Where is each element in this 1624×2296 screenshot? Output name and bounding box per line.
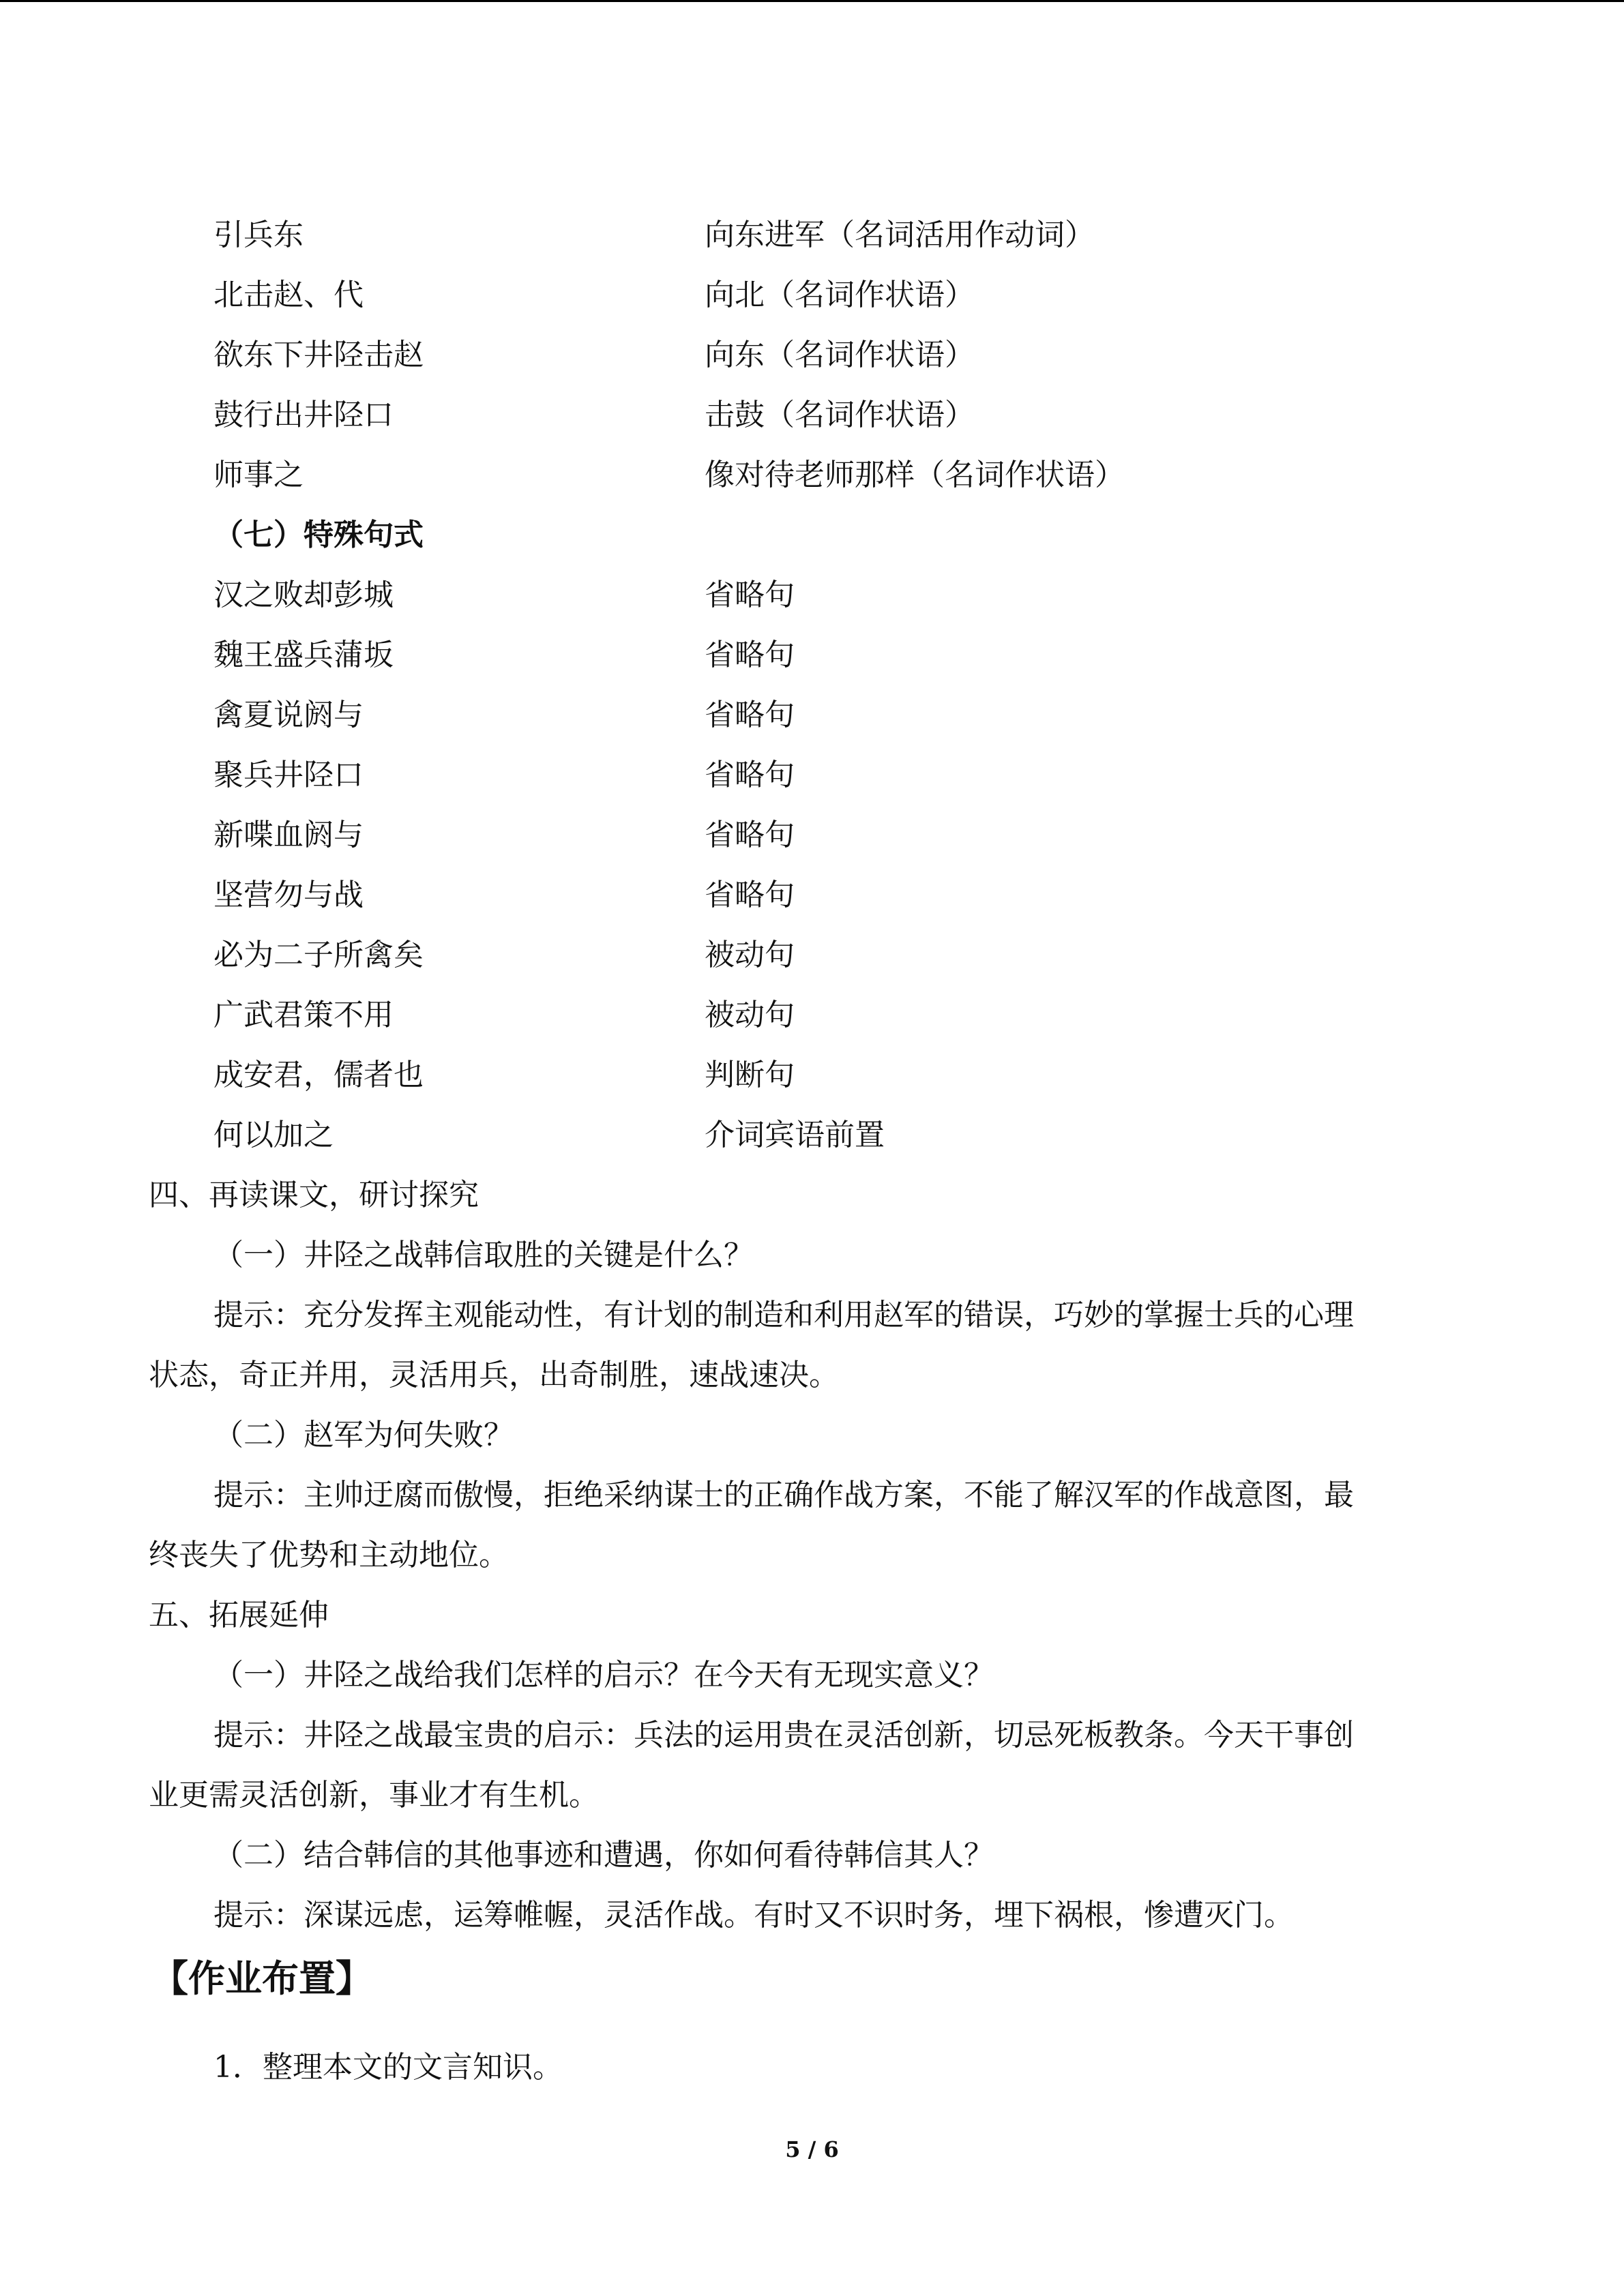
part5-question-2: （二）结合韩信的其他事迹和遭遇，你如何看待韩信其人？ — [213, 1838, 994, 1873]
top-border-line — [0, 0, 1624, 2]
note-row-b-8: 判断句 — [705, 1058, 795, 1092]
term-row-b-6: 必为二子所禽矣 — [213, 938, 424, 972]
term-row-a-2: 欲东下井陉击赵 — [213, 338, 424, 372]
term-row-b-2: 禽夏说阏与 — [213, 698, 364, 732]
note-row-b-2: 省略句 — [705, 698, 795, 732]
term-row-a-3: 鼓行出井陉口 — [213, 398, 394, 432]
part5-answer-1-line-2: 业更需灵活创新，事业才有生机。 — [149, 1778, 599, 1813]
section-seven-heading: （七）特殊句式 — [213, 518, 424, 552]
page-number: 5 / 6 — [785, 2136, 839, 2162]
term-row-b-7: 广武君策不用 — [213, 998, 394, 1032]
term-row-b-8: 成安君，儒者也 — [213, 1058, 424, 1092]
note-row-b-0: 省略句 — [705, 578, 795, 612]
note-row-b-5: 省略句 — [705, 878, 795, 912]
note-row-b-4: 省略句 — [705, 818, 795, 852]
homework-heading: 【作业布置】 — [151, 1956, 372, 2000]
note-row-b-1: 省略句 — [705, 638, 795, 672]
part5-answer-1-line-1: 提示：井陉之战最宝贵的启示：兵法的运用贵在灵活创新，切忌死板教条。今天干事创 — [213, 1718, 1354, 1753]
part4-answer-2-line-1: 提示：主帅迂腐而傲慢，拒绝采纳谋士的正确作战方案，不能了解汉军的作战意图，最 — [213, 1478, 1354, 1512]
note-row-b-9: 介词宾语前置 — [705, 1118, 885, 1152]
term-row-b-3: 聚兵井陉口 — [213, 758, 364, 792]
term-row-b-5: 坚营勿与战 — [213, 878, 364, 912]
part4-heading: 四、再读课文，研讨探究 — [149, 1178, 479, 1212]
part5-heading: 五、拓展延伸 — [149, 1598, 329, 1632]
homework-item-1: 1．整理本文的文言知识。 — [213, 2050, 563, 2085]
part4-answer-1-line-1: 提示：充分发挥主观能动性，有计划的制造和利用赵军的错误，巧妙的掌握士兵的心理 — [213, 1298, 1354, 1332]
note-row-b-7: 被动句 — [705, 998, 795, 1032]
part4-question-2: （二）赵军为何失败？ — [213, 1418, 514, 1452]
term-row-b-0: 汉之败却彭城 — [213, 578, 394, 612]
note-row-a-4: 像对待老师那样（名词作状语） — [705, 458, 1125, 492]
term-row-b-9: 何以加之 — [213, 1118, 334, 1152]
term-row-b-4: 新喋血阏与 — [213, 818, 364, 852]
part4-answer-2-line-2: 终丧失了优势和主动地位。 — [149, 1538, 509, 1572]
note-row-a-0: 向东进军（名词活用作动词） — [705, 218, 1095, 252]
part5-question-1: （一）井陉之战给我们怎样的启示？在今天有无现实意义？ — [213, 1658, 994, 1693]
term-row-a-0: 引兵东 — [213, 218, 304, 252]
note-row-b-3: 省略句 — [705, 758, 795, 792]
note-row-a-1: 向北（名词作状语） — [705, 278, 975, 312]
term-row-a-4: 师事之 — [213, 458, 304, 492]
part4-answer-1-line-2: 状态，奇正并用，灵活用兵，出奇制胜，速战速决。 — [149, 1358, 839, 1392]
note-row-b-6: 被动句 — [705, 938, 795, 972]
part4-question-1: （一）井陉之战韩信取胜的关键是什么？ — [213, 1238, 754, 1272]
term-row-b-1: 魏王盛兵蒲坂 — [213, 638, 394, 672]
part5-answer-2-line-1: 提示：深谋远虑，运筹帷幄，灵活作战。有时又不识时务，埋下祸根，惨遭灭门。 — [213, 1898, 1294, 1933]
note-row-a-2: 向东（名词作状语） — [705, 338, 975, 372]
term-row-a-1: 北击赵、代 — [213, 278, 364, 312]
note-row-a-3: 击鼓（名词作状语） — [705, 398, 975, 432]
